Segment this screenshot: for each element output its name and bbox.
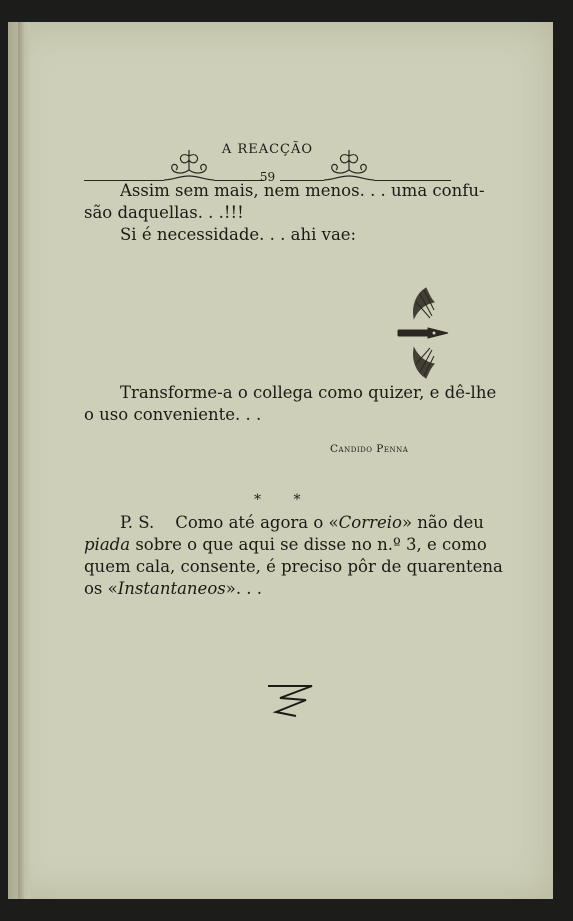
ps-text: » não deu: [401, 513, 484, 532]
text-line: o uso conveniente. . .: [84, 405, 262, 424]
running-title: A REACÇÃO: [221, 142, 314, 157]
ps-line: [84, 534, 487, 556]
ps-line: quem cala, consente, é preciso pôr de quarentena: [84, 557, 503, 576]
signature: Candido Penna: [330, 443, 409, 455]
text-line: Assim sem mais, nem menos. . . uma confu-: [120, 181, 485, 200]
ps-text: ». . .: [225, 579, 263, 598]
text-line: são daquellas. . .!!!: [84, 203, 244, 222]
section-separator: * *: [254, 492, 315, 508]
ps-line: [120, 512, 484, 534]
ps-italic: Correio: [338, 513, 402, 532]
winged-pen-ornament-icon: [394, 280, 452, 380]
page-number: 59: [259, 170, 276, 184]
ps-italic: Instantaneos: [117, 579, 226, 598]
ps-text: os «: [84, 579, 118, 598]
ps-text: sobre o que aqui se disse no n.º 3, e como: [130, 535, 487, 554]
page-binding: [18, 22, 24, 899]
book-page: [8, 22, 553, 899]
ps-italic: piada: [84, 535, 131, 554]
ps-text: Como até agora o «: [175, 513, 339, 532]
ps-line: [84, 578, 262, 600]
end-flourish-icon: [266, 682, 316, 718]
text-line: Si é necessidade. . . ahi vae:: [120, 225, 357, 244]
ps-label: P. S.: [120, 513, 155, 532]
text-line: Transforme-a o collega como quizer, e dê-lhe: [120, 383, 497, 402]
